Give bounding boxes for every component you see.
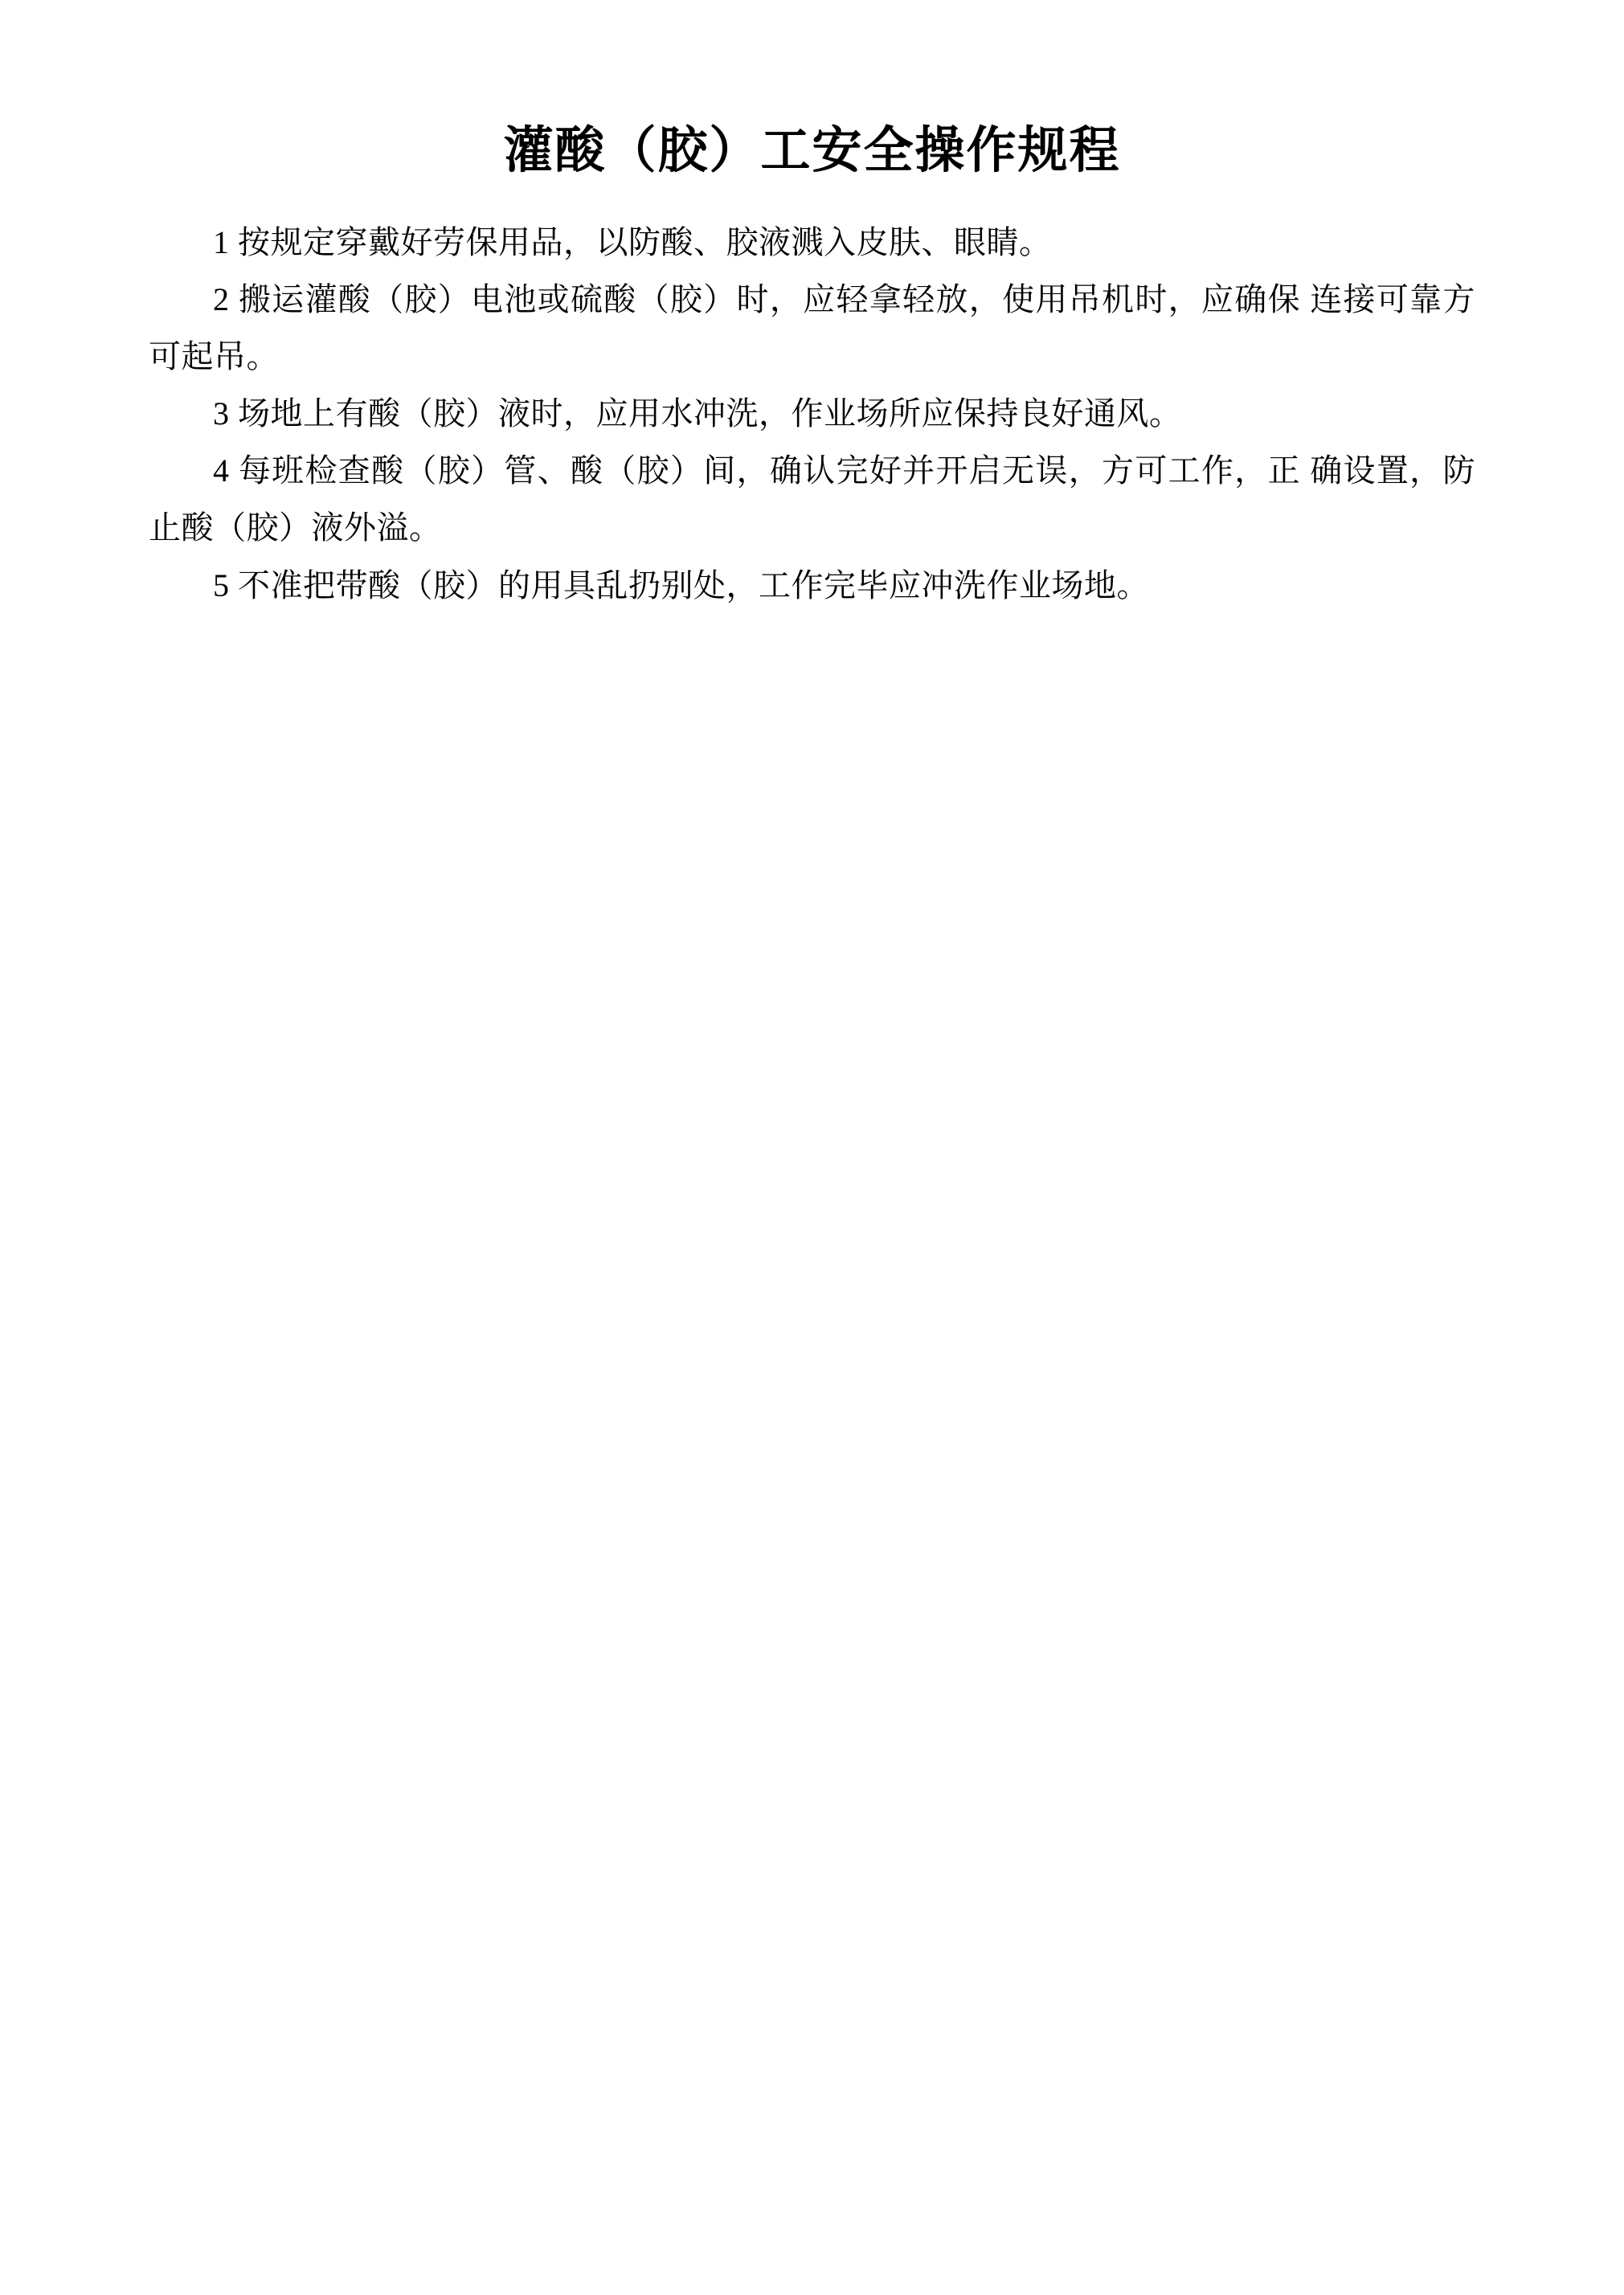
paragraph-4: 4 每班检查酸（胶）管、酸（胶）间，确认完好并开启无误，方可工作，正 确设置，防止酸（胶）液外溢。 [149, 452, 1475, 546]
paragraph-2: 2 搬运灌酸（胶）电池或硫酸（胶）时，应轻拿轻放，使用吊机时，应确保 连接可靠方可起吊。 [149, 280, 1475, 374]
paragraph-3: 3 场地上有酸（胶）液时，应用水冲洗，作业场所应保持良好通风。 [213, 395, 1182, 432]
document-body [149, 214, 1475, 614]
paragraph-5: 5 不准把带酸（胶）的用具乱扔别处，工作完毕应冲洗作业场地。 [213, 567, 1149, 603]
page-title: 灌酸（胶）工安全操作规程 [503, 124, 1121, 178]
paragraph-1: 1 按规定穿戴好劳保用品，以防酸、胶液溅入皮肤、眼睛。 [213, 223, 1052, 260]
